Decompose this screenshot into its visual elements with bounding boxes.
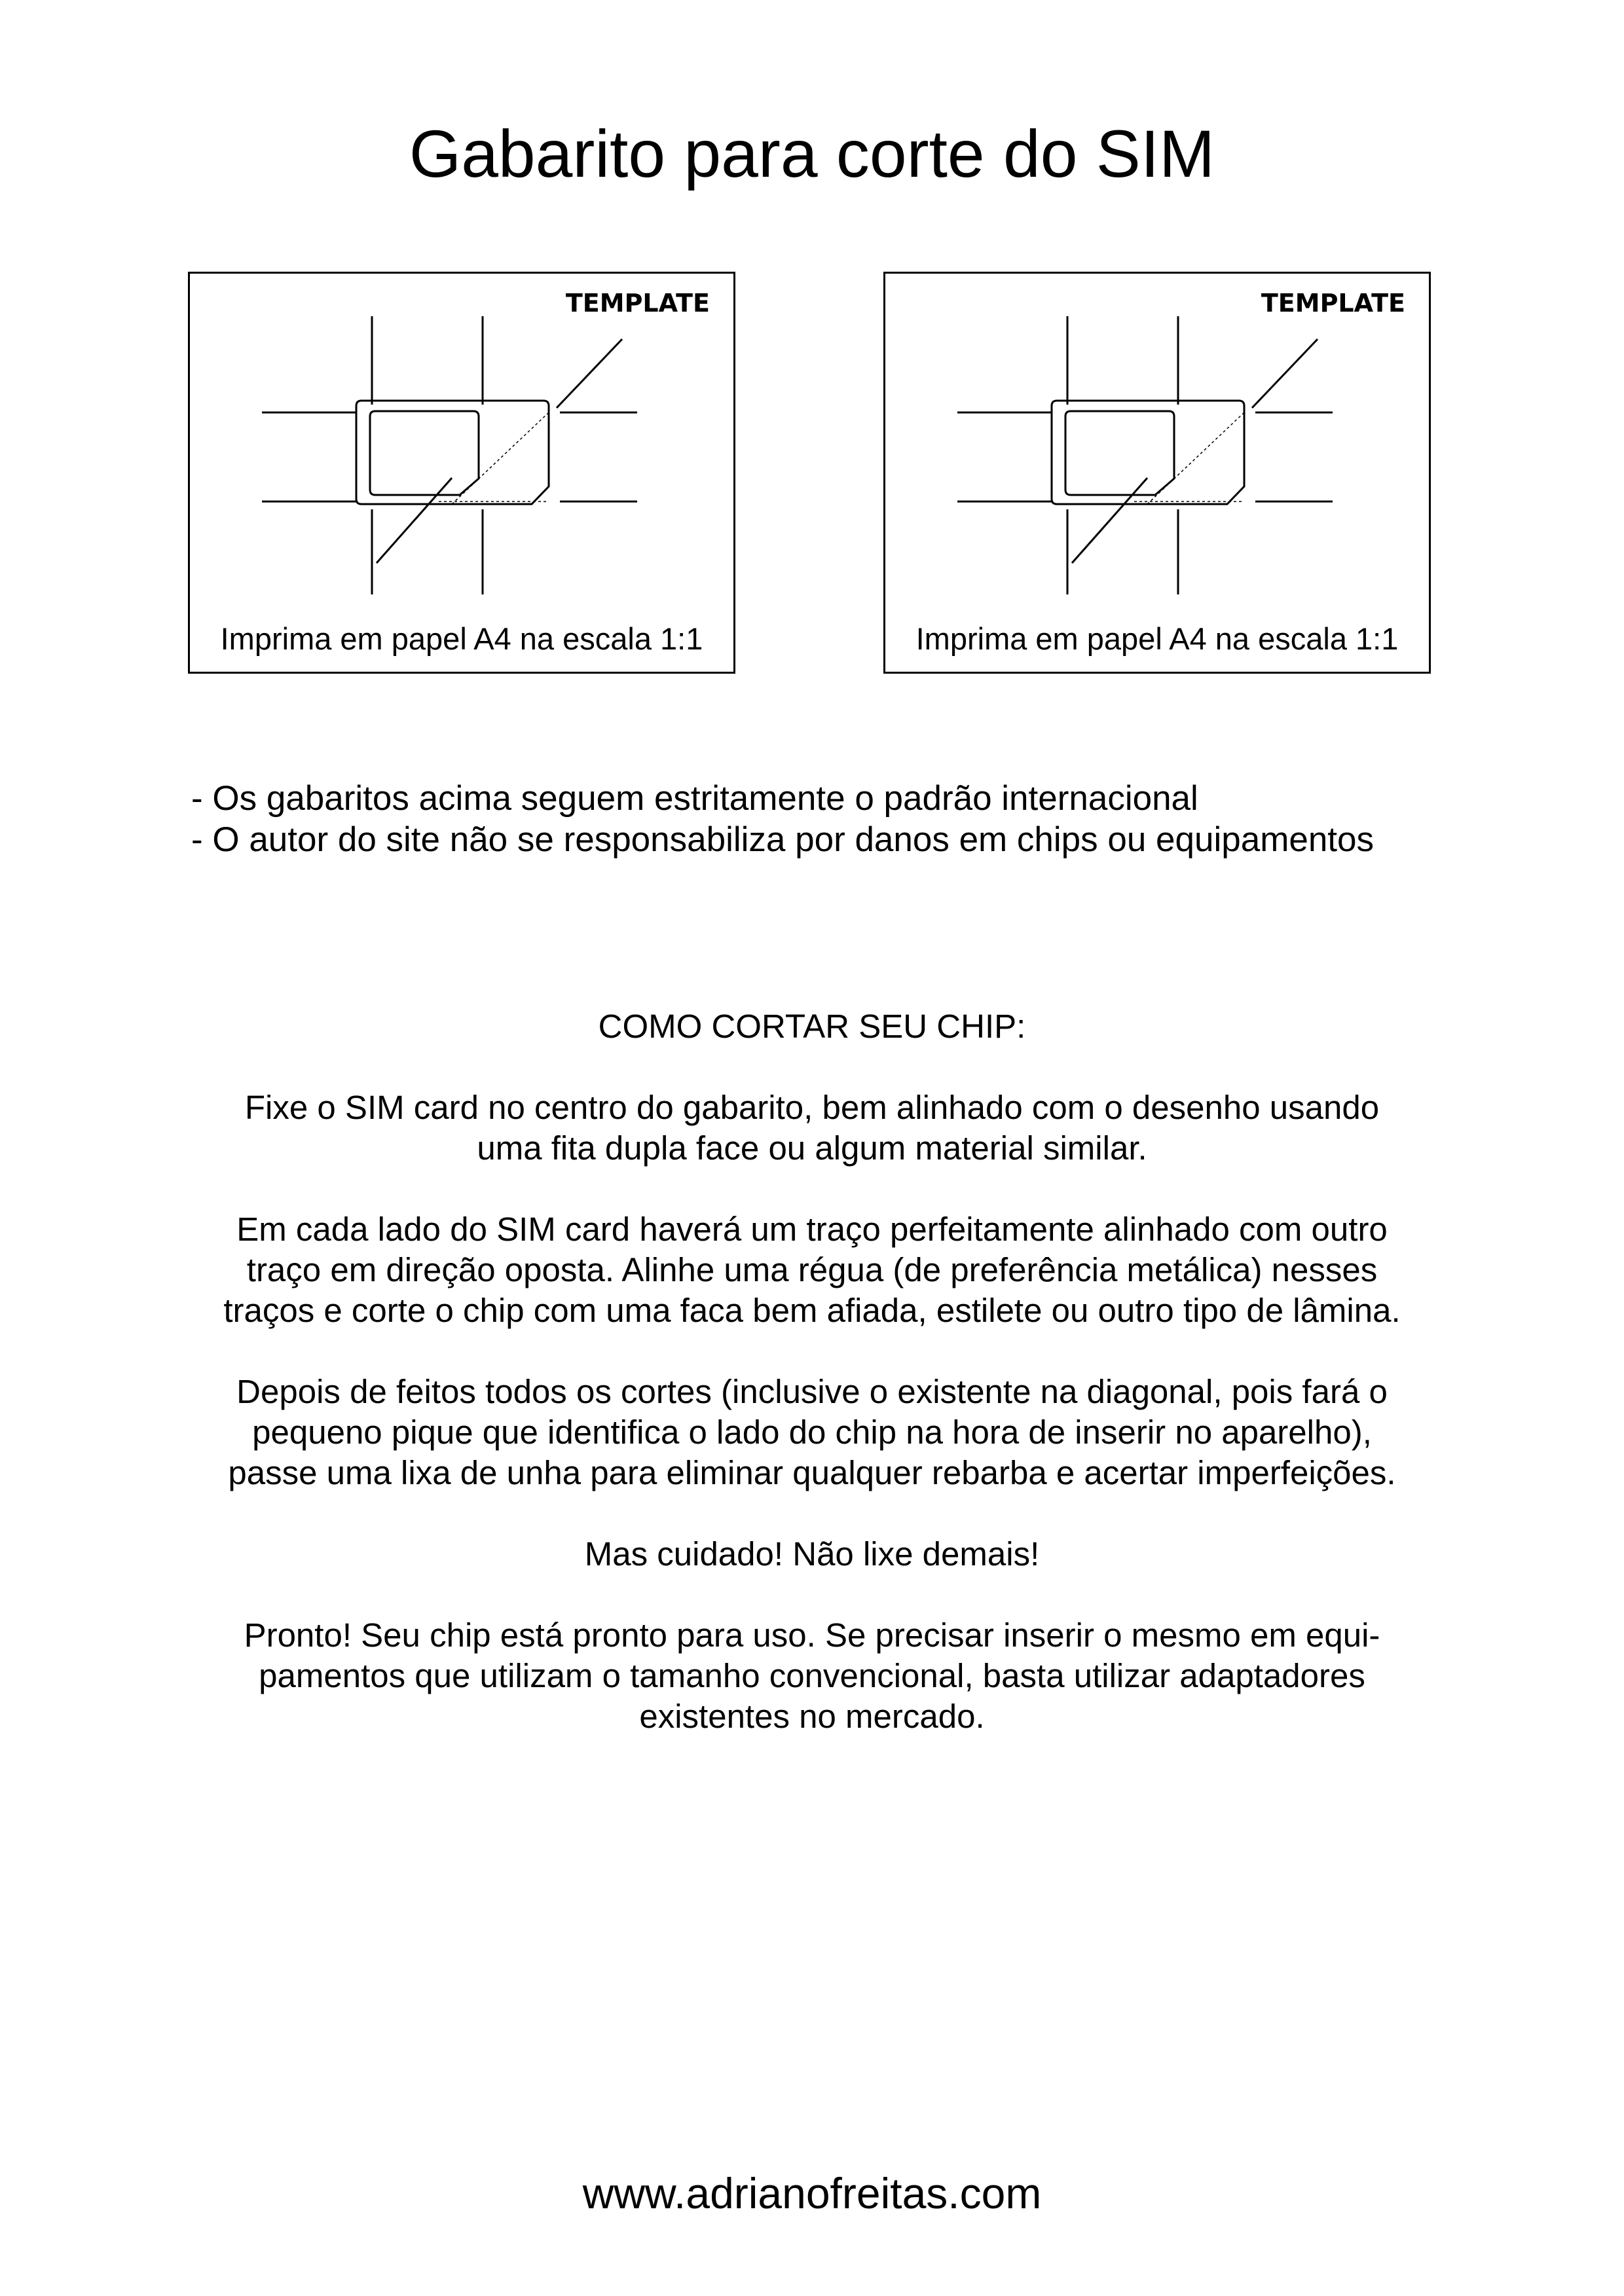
sim-template-left: [188, 272, 735, 674]
instruction-line: passe uma lixa de unha para eliminar qualquer rebarba e acertar imperfeições.: [228, 1454, 1396, 1491]
sim-template-right: [883, 272, 1431, 674]
notes-list: [191, 778, 1566, 860]
instruction-line: Fixe o SIM card no centro do gabarito, bem alinhado com o desenho usando: [244, 1089, 1380, 1126]
template-label: TEMPLATE: [565, 289, 710, 318]
instruction-line: Depois de feitos todos os cortes (inclusive o existente na diagonal, pois fará o: [236, 1373, 1388, 1410]
instruction-line: traço em direção oposta. Alinhe uma régua (de preferência metálica) nesses: [246, 1251, 1378, 1288]
instruction-line: pamentos que utilizam o tamanho convencional, basta utilizar adaptadores: [259, 1657, 1365, 1694]
instruction-paragraph: [131, 1209, 1493, 1331]
template-label: TEMPLATE: [1261, 289, 1405, 318]
sim-cut-guide-drawing: [885, 274, 1433, 676]
instruction-line: traços e corte o chip com uma faca bem afiada, estilete ou outro tipo de lâmina.: [223, 1292, 1401, 1329]
sim-cut-guide-drawing: [190, 274, 737, 676]
instruction-line: Em cada lado do SIM card haverá um traço perfeitamente alinhado com outro: [236, 1211, 1388, 1248]
instruction-line: Mas cuidado! Não lixe demais!: [584, 1535, 1040, 1573]
footer-url: www.adrianofreitas.com: [582, 2169, 1042, 2217]
cutting-instructions: [131, 1006, 1493, 1777]
instruction-line: pequeno pique que identifica o lado do chip na hora de inserir no aparelho),: [252, 1413, 1372, 1451]
template-caption: Imprima em papel A4 na escala 1:1: [220, 621, 703, 656]
instructions-heading: [131, 1006, 1493, 1047]
template-caption: Imprima em papel A4 na escala 1:1: [915, 621, 1399, 656]
note-item: - Os gabaritos acima seguem estritamente o padrão internacional: [191, 779, 1198, 818]
instruction-line: existentes no mercado.: [639, 1698, 985, 1735]
instructions-heading-text: COMO CORTAR SEU CHIP:: [598, 1008, 1026, 1045]
instruction-paragraph: [131, 1087, 1493, 1169]
note-item: - O autor do site não se responsabiliza por danos em chips ou equipamentos: [191, 820, 1375, 859]
instruction-line: Pronto! Seu chip está pronto para uso. Se precisar inserir o mesmo em equi-: [244, 1616, 1380, 1654]
page-title: Gabarito para corte do SIM: [409, 117, 1215, 191]
instruction-paragraph: [131, 1372, 1493, 1493]
instruction-paragraph: [131, 1615, 1493, 1737]
instruction-paragraph: [131, 1534, 1493, 1575]
instruction-line: uma fita dupla face ou algum material similar.: [477, 1129, 1147, 1167]
